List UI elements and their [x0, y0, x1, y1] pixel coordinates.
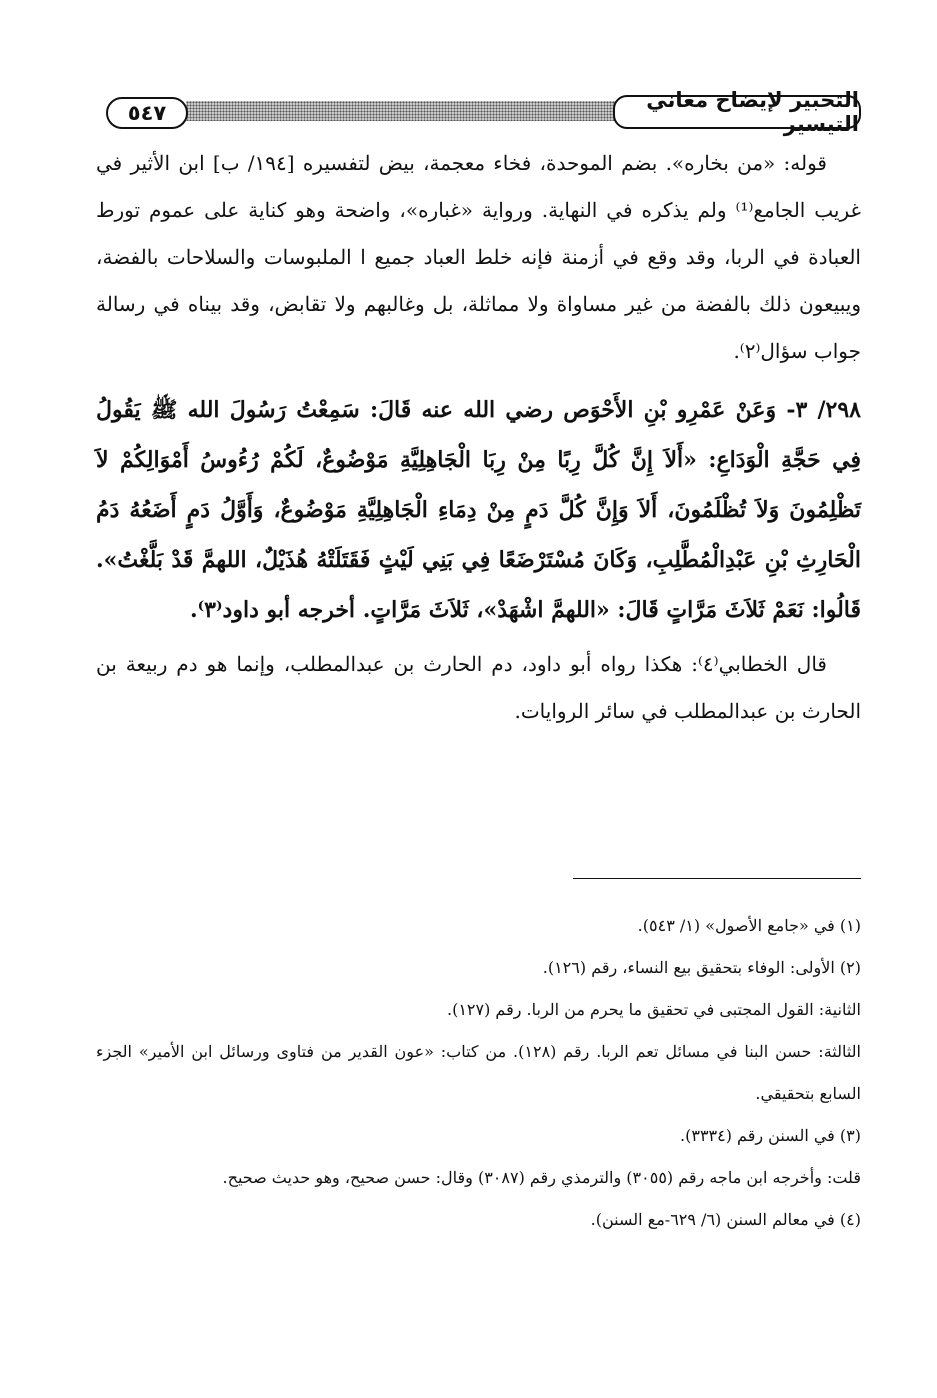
footnote-2: (٢) الأولى: الوفاء بتحقيق بيع النساء، رقم (١٢٦). [542, 958, 861, 977]
footnote-1: (١) في «جامع الأصول» (١/ ٥٤٣). [637, 916, 861, 935]
hadith-text: ٢٩٨/ ٣- وَعَنْ عَمْرِو بْنِ الأَحْوَص رضي الله عنه قَالَ: سَمِعْتُ رَسُولَ الله ﷺ يَقُولُ فِي حَجَّةِ الْوَدَاعِ: «أَلاَ إِنَّ كُلَّ رِبًا مِنْ رِبَا الْجَاهِلِيَّةِ مَوْضُوعٌ، لَكُمْ رُءُوسُ أَمْوَالِكُمْ لاَ تَظْلِمُونَ وَلاَ تُظْلَمُونَ، أَلاَ وَإِنَّ كُلَّ دَمٍ مِنْ دِمَاءِ الْجَاهِلِيَّةِ مَوْضُوعٌ، وَأَوَّلُ دَمٍ أَضَعُهُ دَمُ الْحَارِثِ بْنِ عَبْدِالْمُطَّلِبِ، وَكَانَ مُسْتَرْضَعًا فِي بَنِي لَيْثٍ فَقَتَلَتْهُ هُذَيْلٌ، اللهمَّ قَدْ بَلَّغْتُ». قَالُوا: نَعَمْ ثَلاَثَ مَرَّاتٍ قَالَ: «اللهمَّ اشْهَدْ»، ثَلاَثَ مَرَّاتٍ. أخرجه أبو داود⁽٣⁾. [96, 397, 862, 623]
header-decorative-band [186, 101, 616, 121]
running-header [96, 88, 861, 137]
footnote-3: (٣) في السنن رقم (٣٣٣٤). [680, 1126, 861, 1145]
page-number: ٥٤٧ [106, 97, 188, 129]
book-title: التحبير لإيضاح معاني التيسير [613, 95, 861, 129]
footnote-2-second: الثانية: القول المجتبى في تحقيق ما يحرم من الربا. رقم (١٢٧). [446, 1000, 861, 1019]
commentary-paragraph: قوله: «من بخاره». بضم الموحدة، فخاء معجمة، بيض لتفسيره [١٩٤/ ب] ابن الأثير في غريب الجامع⁽¹⁾ ولم يذكره في النهاية. ورواية «غباره»، واضحة وهو كناية على عموم تورط العبادة في الربا، وقد وقع في أزمنة فإنه خلط العباد جميع ا الملبوسات والسلاحات بالفضة، ويبيعون ذلك بالفضة من غير مساواة ولا مماثلة، بل وغالبهم ولا تقابض، وقد بيناه في رسالة جواب سؤال⁽٢⁾. [96, 151, 861, 363]
main-text [96, 140, 861, 735]
footnote-separator [573, 878, 861, 879]
footnote-2-third: الثالثة: حسن البنا في مسائل تعم الربا. رقم (١٢٨). من كتاب: «عون القدير من فتاوى ورسائل ابن الأمير» الجزء السابع بتحقيقي. [96, 1042, 861, 1103]
footnotes [96, 905, 861, 1241]
footnote-3-note: قلت: وأخرجه ابن ماجه رقم (٣٠٥٥) والترمذي رقم (٣٠٨٧) وقال: حسن صحيح، وهو حديث صحيح. [222, 1168, 861, 1187]
footnote-4: (٤) في معالم السنن (٦/ ٦٢٩-مع السنن). [590, 1210, 861, 1229]
khattabi-paragraph: قال الخطابي⁽٤⁾: هكذا رواه أبو داود، دم الحارث بن عبدالمطلب، وإنما هو دم ربيعة بن الحارث بن عبدالمطلب في سائر الروايات. [96, 652, 861, 723]
